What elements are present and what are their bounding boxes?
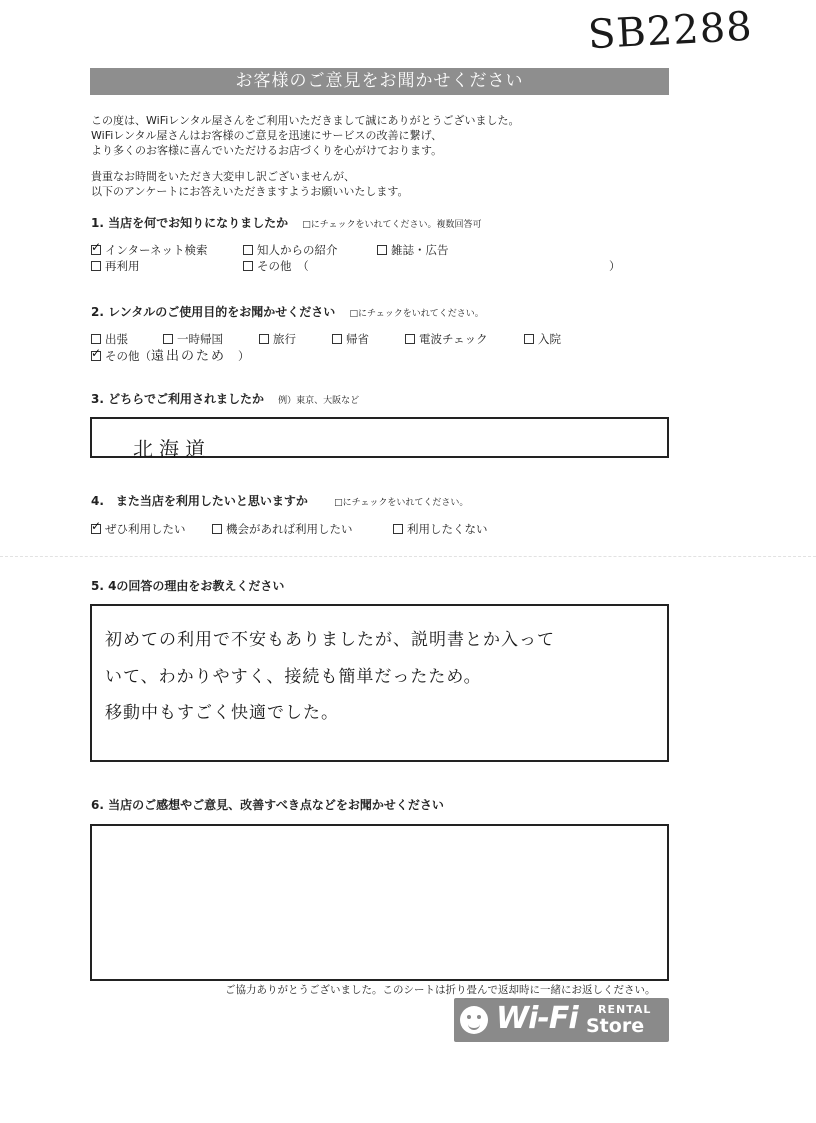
option-label: 出張: [105, 332, 128, 346]
option-label: 一時帰国: [177, 332, 223, 346]
q1-option-reuse[interactable]: [91, 258, 140, 274]
checkbox[interactable]: [332, 334, 342, 344]
question-2-label: 2. レンタルのご使用目的をお聞かせください: [91, 305, 336, 319]
question-4-label: 4. また当店を利用したいと思いますか: [91, 494, 308, 508]
intro-line-5: 以下のアンケートにお答えいただきますようお願いいたします。: [91, 185, 409, 198]
answer-5-line-3: 移動中もすごく快適でした。: [105, 703, 339, 723]
q2-other-handwritten: 遠出のため: [151, 349, 227, 364]
option-label: 利用したくない: [407, 522, 488, 536]
option-label: 入院: [538, 332, 561, 346]
q4-option-definitely[interactable]: [91, 521, 186, 537]
checkbox-checked[interactable]: [91, 351, 101, 361]
checkbox[interactable]: [405, 334, 415, 344]
option-label: 機会があれば利用したい: [226, 522, 353, 536]
intro-line-2: WiFiレンタル屋さんはお客様のご意見を迅速にサービスの改善に繋げ、: [91, 129, 443, 142]
option-label: 電波チェック: [419, 332, 488, 346]
logo-rental-text: RENTAL: [598, 1003, 652, 1016]
wifi-store-logo: [454, 998, 669, 1042]
checkbox-checked[interactable]: [91, 524, 101, 534]
question-4-note: □にチェックをいれてください。: [334, 498, 469, 508]
q2-option-travel[interactable]: [259, 331, 296, 347]
checkbox[interactable]: [243, 261, 253, 271]
fold-line: [0, 556, 816, 557]
footer-thanks: ご協力ありがとうございました。このシートは折り畳んで返却時に一緒にお返しください。: [225, 984, 656, 996]
form-header: お客様のご意見をお聞かせください: [90, 68, 669, 95]
checkbox-checked[interactable]: [91, 245, 101, 255]
mascot-icon: [460, 1006, 488, 1034]
logo-wifi-text: Wi-Fi: [496, 1001, 578, 1036]
answer-5-line-2: いて、わかりやすく、接続も簡単だったため。: [105, 667, 482, 687]
q2-option-homecoming[interactable]: [332, 331, 369, 347]
q1-other-close: ）: [609, 259, 621, 273]
question-5: [91, 577, 284, 594]
q1-option-internet[interactable]: [91, 242, 207, 258]
question-6: [91, 796, 444, 813]
option-label: その他（: [105, 349, 151, 363]
checkbox[interactable]: [377, 245, 387, 255]
checkbox[interactable]: [91, 334, 101, 344]
checkbox[interactable]: [393, 524, 403, 534]
question-2-note: □にチェックをいれてください。: [349, 309, 484, 319]
option-label: インターネット検索: [105, 243, 208, 257]
option-label: 雑誌・広告: [391, 243, 449, 257]
document-id: SB2288: [586, 3, 754, 59]
intro-line-1: この度は、WiFiレンタル屋さんをご利用いただきまして誠にありがとうございました。: [91, 114, 520, 127]
question-6-label: 6. 当店のご感想やご意見、改善すべき点などをお聞かせください: [91, 798, 444, 812]
answer-3-handwritten: 北海道: [133, 437, 211, 461]
q2-other-close: ）: [238, 349, 250, 363]
checkbox[interactable]: [91, 261, 101, 271]
logo-store-text: Store: [586, 1015, 645, 1037]
q2-option-hospital[interactable]: [524, 331, 561, 347]
question-3: [91, 390, 359, 407]
intro-line-4: 貴重なお時間をいただき大変申し訳ございませんが、: [91, 170, 355, 183]
question-3-label: 3. どちらでご利用されましたか: [91, 392, 264, 406]
option-label: その他 （: [257, 259, 309, 273]
question-5-label: 5. 4の回答の理由をお教えください: [91, 579, 285, 593]
option-label: 帰省: [346, 332, 369, 346]
question-2: [91, 303, 484, 320]
option-label: ぜひ利用したい: [105, 522, 186, 536]
question-1: [91, 214, 482, 231]
q1-option-magazine[interactable]: [377, 242, 449, 258]
option-label: 再利用: [105, 259, 140, 273]
q1-option-other[interactable]: [243, 258, 309, 274]
q2-option-other[interactable]: [91, 345, 250, 364]
checkbox[interactable]: [163, 334, 173, 344]
question-1-label: 1. 当店を何でお知りになりましたか: [91, 216, 289, 230]
checkbox[interactable]: [243, 245, 253, 255]
q4-option-no[interactable]: [393, 521, 488, 537]
answer-5-line-1: 初めての利用で不安もありましたが、説明書とか入って: [105, 630, 555, 650]
q2-option-signal-check[interactable]: [405, 331, 488, 347]
q1-option-referral[interactable]: [243, 242, 338, 258]
answer-6-box[interactable]: [90, 824, 669, 981]
option-label: 知人からの紹介: [257, 243, 338, 257]
checkbox[interactable]: [212, 524, 222, 534]
checkbox[interactable]: [259, 334, 269, 344]
intro-line-3: より多くのお客様に喜んでいただけるお店づくりを心がけております。: [91, 144, 443, 157]
checkbox[interactable]: [524, 334, 534, 344]
question-1-note: □にチェックをいれてください。複数回答可: [302, 220, 482, 230]
q4-option-if-chance[interactable]: [212, 521, 353, 537]
question-4: [91, 492, 468, 509]
question-3-note: 例）東京、大阪など: [278, 396, 360, 406]
option-label: 旅行: [273, 332, 296, 346]
